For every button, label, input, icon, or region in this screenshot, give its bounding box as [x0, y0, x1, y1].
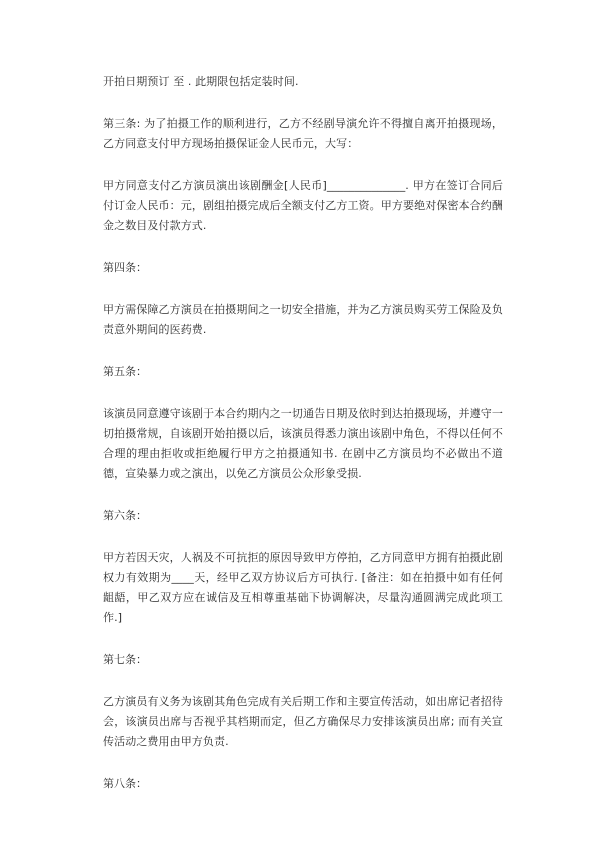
heading-article-6: 第六条：: [103, 509, 147, 522]
heading-article-4: 第四条：: [103, 261, 147, 274]
paragraph-article-3: 第三条: 为了拍摄工作的顺利进行，乙方不经剧导演允许不得擅自离开拍摄现场，乙方同意支付甲方现场拍摄保证金人民币元，大写：: [103, 117, 503, 150]
paragraph-remuneration: 甲方同意支付乙方演员演出该剧酬金[人民币]______________. 甲方在签订合同后付订金人民币：元，剧组拍摄完成后全额支付乙方工资。甲方要绝对保密本合约酬金之数目及付款方式.: [103, 179, 503, 232]
paragraph-article-4: 甲方需保障乙方演员在拍摄期间之一切安全措施，并为乙方演员购买劳工保险及负责意外期间的医药费.: [103, 303, 503, 336]
paragraph-article-7: 乙方演员有义务为该剧其角色完成有关后期工作和主要宣传活动，如出席记者招待会，该演员出席与否视乎其档期而定，但乙方确保尽力安排该演员出席; 而有关宣传活动之费用由甲方负责.: [103, 695, 503, 748]
paragraph-article-5: 该演员同意遵守该剧于本合约期内之一切通告日期及依时到达拍摄现场，并遵守一切拍摄常规，自该剧开始拍摄以后，该演员得悉力演出该剧中角色，不得以任何不合理的理由拒收或拒绝履行甲方之拍摄通知书. 在剧中乙方演员均不必做出不道德，宣染暴力或之演出，以免乙方演员公众形象受损.: [103, 407, 503, 480]
paragraph-shooting-date: 开拍日期预订 至 . 此期限包括定装时间.: [103, 75, 299, 88]
heading-article-8: 第八条：: [103, 777, 147, 790]
document-body: [103, 72, 503, 794]
heading-article-5: 第五条：: [103, 365, 147, 378]
paragraph-article-6: 甲方若因天灾，人祸及不可抗拒的原因导致甲方停拍，乙方同意甲方拥有拍摄此剧权力有效期为____天，经甲乙双方协议后方可执行. [备注：如在拍摄中如有任何龃龉，甲乙双方应在诚信及互相尊重基础下协调解决，尽量沟通圆满完成此项工作.]: [103, 551, 503, 624]
heading-article-7: 第七条：: [103, 653, 147, 666]
